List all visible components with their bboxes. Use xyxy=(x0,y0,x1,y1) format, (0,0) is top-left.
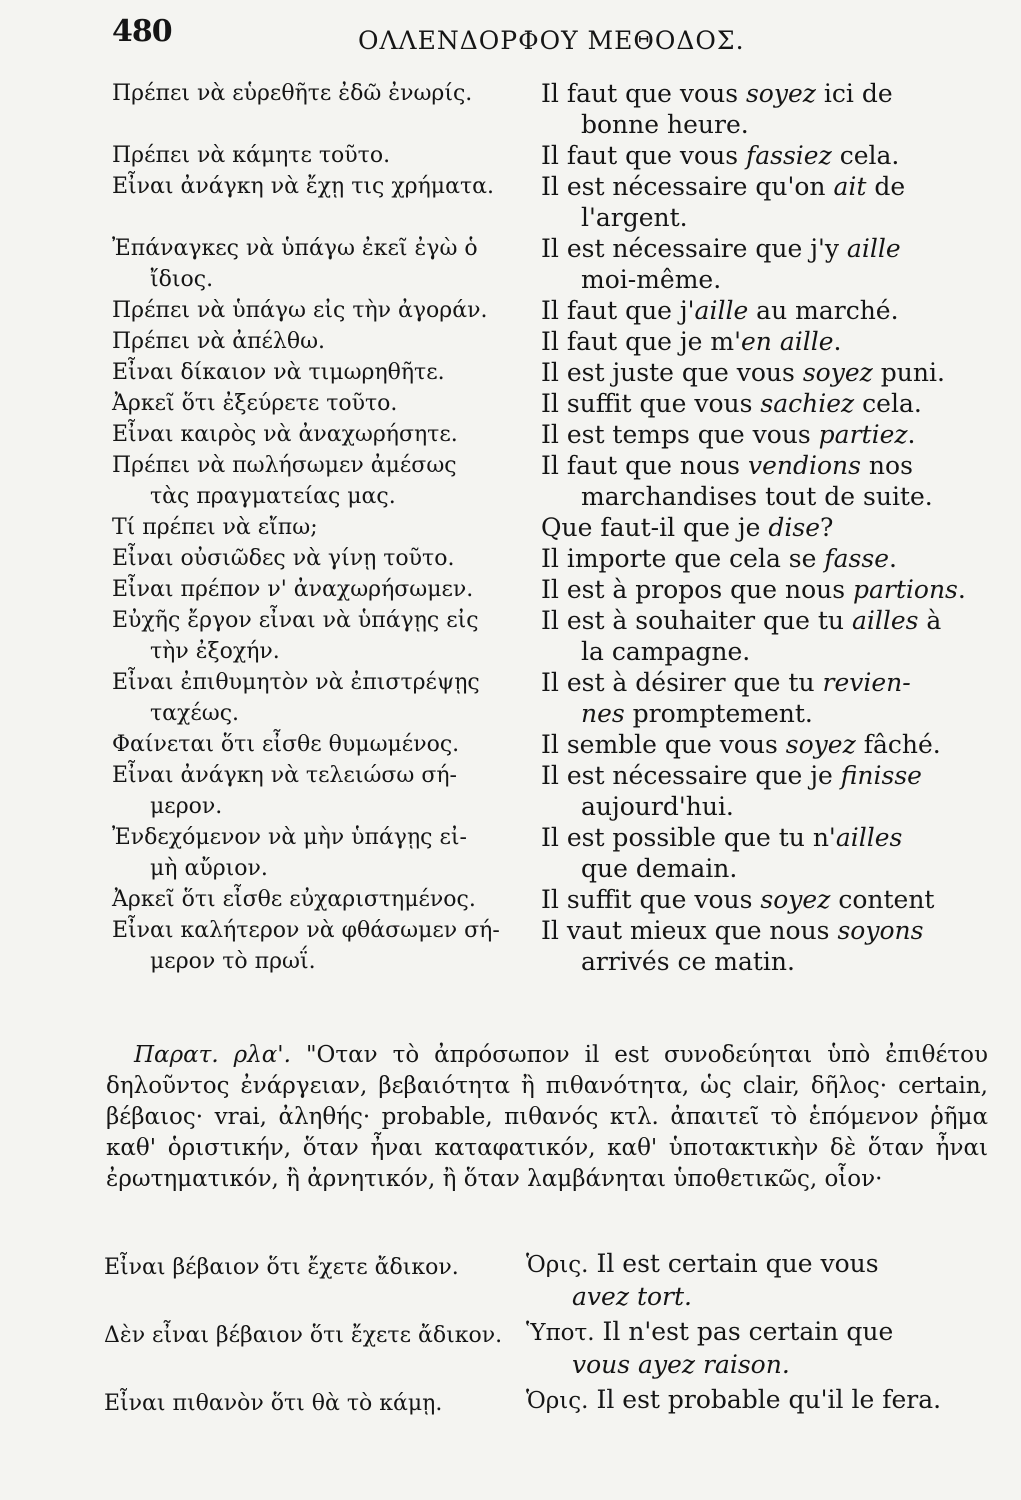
verb-form: ailles xyxy=(851,606,919,635)
plain-text: . xyxy=(907,420,916,449)
french-line xyxy=(541,233,985,264)
greek-line: Εἶναι δίκαιον νὰ τιμωρηθῆτε. xyxy=(112,360,445,385)
greek-sentence xyxy=(112,450,530,512)
note-label: Παρατ. ρλα'. xyxy=(134,1042,291,1068)
plain-text: . xyxy=(957,575,966,604)
mood-abbreviation: Ὁρις. xyxy=(526,1252,589,1278)
french-line xyxy=(541,698,985,729)
french-line xyxy=(541,543,985,574)
french-line xyxy=(541,481,985,512)
french-line xyxy=(541,109,985,140)
french-sentence xyxy=(541,171,985,233)
greek-line: Εἶναι ἀνάγκη νὰ τελειώσω σή- xyxy=(112,763,457,788)
plain-text: . xyxy=(889,544,897,573)
french-sentence xyxy=(541,760,985,822)
greek-sentence xyxy=(112,574,530,605)
plain-text: l'argent. xyxy=(581,203,688,232)
verb-form: ait xyxy=(833,172,867,201)
verb-form: sachiez xyxy=(760,389,855,418)
french-sentence xyxy=(541,357,985,388)
plain-text: Il vaut mieux que nous xyxy=(541,916,838,945)
plain-text: la campagne. xyxy=(581,637,751,666)
french-line xyxy=(541,822,985,853)
french-line xyxy=(541,915,985,946)
verb-form: en aille xyxy=(741,327,834,356)
greek-sentence xyxy=(112,915,530,977)
verb-form: finisse xyxy=(840,761,922,790)
french-line xyxy=(541,171,985,202)
verb-form: fasse xyxy=(824,544,889,573)
french-sentence xyxy=(541,78,985,140)
example-french-text: Il est certain que vous xyxy=(596,1249,879,1278)
verb-form: partiez xyxy=(818,420,908,449)
french-line xyxy=(541,388,985,419)
example-french-continuation: vous ayez raison. xyxy=(572,1350,790,1379)
french-sentence xyxy=(541,326,985,357)
plain-text: Il faut que je m' xyxy=(541,327,741,356)
plain-text: Il est nécessaire que je xyxy=(541,761,841,790)
plain-text: Il est possible que tu n' xyxy=(541,823,836,852)
example-french-text: Il est probable qu'il le fera. xyxy=(596,1385,942,1414)
greek-line: Ἀρκεῖ ὅτι ἐξεύρετε τοῦτο. xyxy=(112,391,398,416)
greek-sentence xyxy=(112,326,530,357)
verb-form: aille xyxy=(694,296,749,325)
greek-sentence xyxy=(112,760,530,822)
french-line xyxy=(541,791,985,822)
greek-line: μερον τὸ πρωΐ. xyxy=(150,949,316,974)
greek-line: Εἶναι ἀνάγκη νὰ ἔχῃ τις χρήματα. xyxy=(112,174,494,199)
example-french-text: Il n'est pas certain que xyxy=(602,1317,894,1346)
greek-sentence xyxy=(112,388,530,419)
note-text: "Οταν τὸ ἀπρόσωπον il est συνοδεύηται ὑπὸ ἐπιθέτου δηλοῦντος ἐνάργειαν, βεβαιότητα ἢ πιθανότητα, ὡς clair, δῆλος· certain, βέβαιος· vrai, ἀληθής· probable, πιθανός κτλ. ἀπαιτεῖ τὸ ἑπόμενον ῥῆμα καθ' ὁριστικήν, ὅταν ἦναι καταφατικόν, καθ' ὑποτακτικὴν δὲ ὅταν ἦναι ἐρωτηματικόν, ἢ ἀρνητικόν, ἢ ὅταν λαμβάνηται ὑποθετικῶς, οἷον· xyxy=(106,1042,988,1192)
verb-form: soyez xyxy=(760,885,831,914)
french-line xyxy=(541,605,985,636)
plain-text: aujourd'hui. xyxy=(581,792,734,821)
greek-line: Εἶναι πρέπον ν' ἀναχωρήσωμεν. xyxy=(112,577,474,602)
greek-line: Φαίνεται ὅτι εἶσθε θυμωμένος. xyxy=(112,732,460,757)
plain-text: Il faut que j' xyxy=(541,296,695,325)
verb-form: vendions xyxy=(747,451,861,480)
plain-text: Il est nécessaire que j'y xyxy=(541,234,847,263)
greek-sentence xyxy=(112,140,530,171)
plain-text: Il faut que vous xyxy=(541,141,746,170)
greek-line: Πρέπει νὰ κάμητε τοῦτο. xyxy=(112,143,391,168)
french-line xyxy=(541,419,985,450)
verb-form: revien- xyxy=(822,668,911,697)
french-sentence xyxy=(541,915,985,977)
plain-text: Il faut que nous xyxy=(541,451,748,480)
example-french xyxy=(526,1316,986,1380)
greek-line: Εἶναι οὐσιῶδες νὰ γίνῃ τοῦτο. xyxy=(112,546,455,571)
example-french xyxy=(526,1248,986,1312)
greek-line: Εἶναι καιρὸς νὰ ἀναχωρήσητε. xyxy=(112,422,458,447)
plain-text: Il suffit que vous xyxy=(541,885,761,914)
greek-line: Ἀρκεῖ ὅτι εἶσθε εὐχαριστημένος. xyxy=(112,887,476,912)
example-french-continuation: avez tort. xyxy=(572,1282,692,1311)
plain-text: Il semble que vous xyxy=(541,730,786,759)
plain-text: Il est à désirer que tu xyxy=(541,668,823,697)
greek-line: Πρέπει νὰ ὑπάγω εἰς τὴν ἀγοράν. xyxy=(112,298,488,323)
french-line xyxy=(541,760,985,791)
greek-line: ταχέως. xyxy=(150,701,240,726)
french-sentence xyxy=(541,822,985,884)
mood-abbreviation: Ὁρις. xyxy=(526,1388,589,1414)
plain-text: au marché. xyxy=(748,296,899,325)
french-line xyxy=(541,450,985,481)
greek-line: Τί πρέπει νὰ εἴπω; xyxy=(112,515,318,540)
example-french xyxy=(526,1384,986,1417)
example-greek: Εἶναι βέβαιον ὅτι ἔχετε ἄδικον. xyxy=(104,1255,459,1280)
french-sentence xyxy=(541,419,985,450)
greek-line: Εὐχῆς ἔργον εἶναι νὰ ὑπάγῃς εἰς xyxy=(112,608,479,633)
greek-line: Πρέπει νὰ πωλήσωμεν ἀμέσως xyxy=(112,453,457,478)
french-sentence xyxy=(541,729,985,760)
french-line xyxy=(541,667,985,698)
french-sentence xyxy=(541,388,985,419)
verb-form: partions xyxy=(853,575,958,604)
greek-sentence xyxy=(112,729,530,760)
plain-text: content xyxy=(830,885,935,914)
greek-line: Πρέπει νὰ ἀπέλθω. xyxy=(112,329,326,354)
grammar-note xyxy=(106,1040,988,1195)
greek-sentence xyxy=(112,357,530,388)
plain-text: ? xyxy=(820,513,834,542)
greek-line: μερον. xyxy=(150,794,223,819)
plain-text: cela. xyxy=(854,389,922,418)
greek-line: Ἐπάναγκες νὰ ὑπάγω ἐκεῖ ἐγὼ ὁ xyxy=(112,236,478,261)
french-line xyxy=(541,884,985,915)
french-sentence xyxy=(541,574,985,605)
verb-form: aille xyxy=(846,234,901,263)
plain-text: moi-même. xyxy=(581,265,722,294)
plain-text: cela. xyxy=(831,141,900,170)
plain-text: fâché. xyxy=(855,730,941,759)
greek-line: ἴδιος. xyxy=(150,267,214,292)
greek-sentence xyxy=(112,171,530,202)
french-line xyxy=(541,512,985,543)
example-greek: Δὲν εἶναι βέβαιον ὅτι ἔχετε ἄδικον. xyxy=(104,1323,503,1348)
verb-form: soyons xyxy=(837,916,924,945)
french-line xyxy=(541,140,985,171)
french-sentence xyxy=(541,543,985,574)
plain-text: Il faut que vous xyxy=(541,79,746,108)
plain-text: à xyxy=(918,606,942,635)
french-sentence xyxy=(541,667,985,729)
plain-text: marchandises tout de suite. xyxy=(581,482,933,511)
french-line xyxy=(541,264,985,295)
french-sentence xyxy=(541,512,985,543)
french-line xyxy=(541,357,985,388)
greek-line: Εἶναι καλήτερον νὰ φθάσωμεν σή- xyxy=(112,918,500,943)
french-line xyxy=(541,946,985,977)
greek-line: Εἶναι ἐπιθυμητὸν νὰ ἐπιστρέψῃς xyxy=(112,670,480,695)
example-greek: Εἶναι πιθανὸν ὅτι θὰ τὸ κάμῃ. xyxy=(104,1391,443,1416)
plain-text: nos xyxy=(860,451,913,480)
plain-text: bonne heure. xyxy=(581,110,749,139)
verb-form: soyez xyxy=(745,79,816,108)
greek-line: Ἐνδεχόμενον νὰ μὴν ὑπάγῃς εἰ- xyxy=(112,825,467,850)
plain-text: promptement. xyxy=(624,699,813,728)
verb-form: fassiez xyxy=(745,141,832,170)
french-sentence xyxy=(541,605,985,667)
greek-line: τὴν ἐξοχήν. xyxy=(150,639,280,664)
greek-line: Πρέπει νὰ εὑρεθῆτε ἐδῶ ἐνωρίς. xyxy=(112,81,473,106)
greek-sentence xyxy=(112,295,530,326)
plain-text: Il est à souhaiter que tu xyxy=(541,606,852,635)
french-line xyxy=(541,326,985,357)
greek-sentence xyxy=(112,543,530,574)
verb-form: soyez xyxy=(802,358,873,387)
greek-line: τὰς πραγματείας μας. xyxy=(150,484,396,509)
verb-form: dise xyxy=(768,513,820,542)
plain-text: arrivés ce matin. xyxy=(581,947,795,976)
plain-text: Il est temps que vous xyxy=(541,420,819,449)
greek-sentence xyxy=(112,667,530,729)
plain-text: Il est à propos que nous xyxy=(541,575,853,604)
greek-sentence xyxy=(112,512,530,543)
french-line xyxy=(541,574,985,605)
plain-text: que demain. xyxy=(581,854,738,883)
french-line xyxy=(541,636,985,667)
french-line xyxy=(541,202,985,233)
mood-abbreviation: Ὑποτ. xyxy=(526,1320,595,1346)
page-header xyxy=(0,8,1021,58)
plain-text: Il est nécessaire qu'on xyxy=(541,172,834,201)
french-line xyxy=(541,729,985,760)
plain-text: Il importe que cela se xyxy=(541,544,825,573)
plain-text: Il est juste que vous xyxy=(541,358,803,387)
verb-form: ailles xyxy=(835,823,903,852)
plain-text: Que faut-il que je xyxy=(541,513,769,542)
plain-text: Il suffit que vous xyxy=(541,389,761,418)
greek-sentence xyxy=(112,233,530,295)
greek-sentence xyxy=(112,822,530,884)
french-sentence xyxy=(541,295,985,326)
french-line xyxy=(541,295,985,326)
greek-line: μὴ αὔριον. xyxy=(150,856,268,881)
greek-sentence xyxy=(112,78,530,109)
greek-sentence xyxy=(112,884,530,915)
french-sentence xyxy=(541,140,985,171)
french-sentence xyxy=(541,233,985,295)
verb-form: soyez xyxy=(785,730,856,759)
running-title: ΟΛΛΕΝΔΟΡΦΟΥ ΜΕΘΟΔΟΣ. xyxy=(358,26,745,55)
french-sentence xyxy=(541,884,985,915)
verb-form: nes xyxy=(581,699,625,728)
plain-text: puni. xyxy=(872,358,945,387)
greek-sentence xyxy=(112,419,530,450)
plain-text: . xyxy=(833,327,842,356)
greek-sentence xyxy=(112,605,530,667)
page-number: 480 xyxy=(112,14,172,49)
french-line xyxy=(541,853,985,884)
plain-text: ici de xyxy=(815,79,893,108)
plain-text: de xyxy=(866,172,906,201)
french-sentence xyxy=(541,450,985,512)
french-line xyxy=(541,78,985,109)
